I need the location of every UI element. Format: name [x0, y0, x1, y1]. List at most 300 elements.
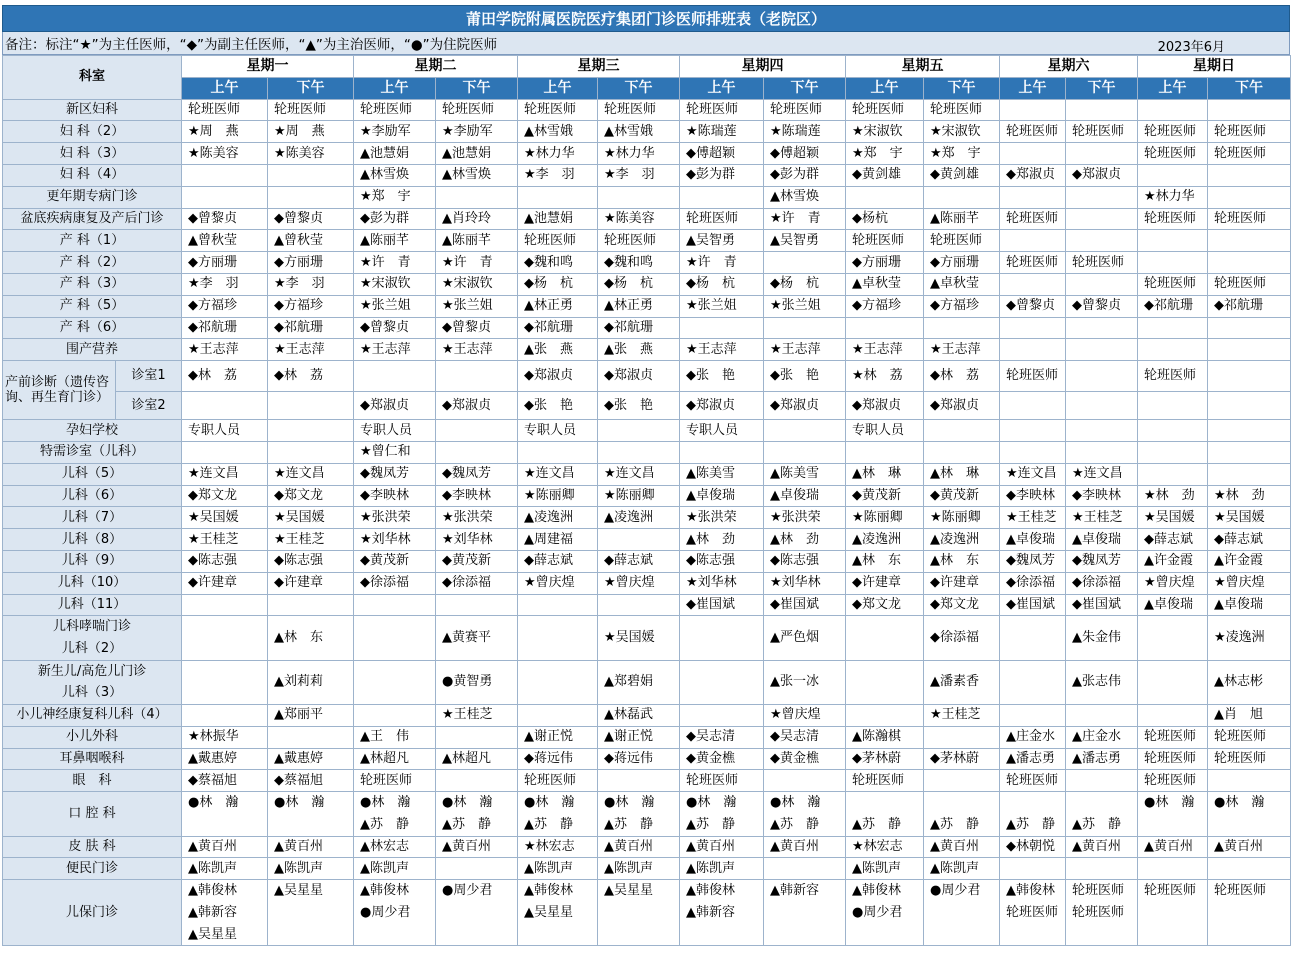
am-header: 上午 [1138, 77, 1208, 99]
dept-row [3, 858, 1291, 880]
dept-name-line: 儿科哮喘门诊 [53, 619, 132, 635]
schedule-cell: ◆祁航珊 [518, 317, 598, 339]
schedule-cell: ◆郑淑贞 [598, 361, 680, 392]
schedule-cell: ★刘华林 [680, 572, 764, 594]
schedule-cell: ▲林宏志 [354, 836, 436, 858]
dept-name: 产 科（3） [3, 273, 182, 295]
schedule-cell [846, 705, 924, 727]
dept-row [3, 441, 1291, 463]
schedule-cell: ◆崔国斌 [764, 594, 846, 616]
dept-name [3, 616, 182, 660]
schedule-cell [1000, 420, 1066, 442]
schedule-cell: ▲黄百州 [1208, 836, 1291, 858]
schedule-cell: ◆郑淑贞 [518, 361, 598, 392]
schedule-cell [598, 529, 680, 551]
schedule-cell: ★王志萍 [268, 339, 354, 361]
schedule-cell: ▲陈瀚棋 [846, 726, 924, 748]
schedule-cell: ★许 青 [680, 252, 764, 274]
schedule-cell: ★郑 宇 [354, 186, 436, 208]
dept-name: 产 科（1） [3, 230, 182, 252]
schedule-cell: ▲肖 旭 [1208, 705, 1291, 727]
schedule-cell: ◆陈志强 [182, 550, 268, 572]
doctor-entry: ▲吴星星 [188, 926, 238, 942]
consult-room: 诊室2 [116, 392, 182, 420]
schedule-cell: ★张洪荣 [354, 507, 436, 529]
dept-name-line: 新生儿/高危儿门诊 [37, 663, 147, 679]
schedule-cell [1208, 392, 1291, 420]
day-thursday: 星期四 [680, 56, 846, 78]
schedule-cell [436, 420, 518, 442]
schedule-cell [1138, 660, 1208, 704]
schedule-cell [846, 616, 924, 660]
schedule-cell: ◆魏凤芳 [354, 463, 436, 485]
schedule-cell [268, 420, 354, 442]
schedule-cell [1138, 705, 1208, 727]
schedule-cell [1000, 792, 1066, 836]
schedule-cell [846, 317, 924, 339]
schedule-cell: ◆李映林 [354, 485, 436, 507]
schedule-cell [268, 186, 354, 208]
schedule-cell: ▲黄百州 [924, 836, 1000, 858]
schedule-cell [846, 792, 924, 836]
schedule-cell: ▲卓俊瑞 [680, 485, 764, 507]
schedule-cell [1208, 792, 1291, 836]
combined-dept-row [3, 660, 1291, 704]
schedule-cell: ◆杨 杭 [764, 273, 846, 295]
doctor-entry: ●林 瀚 [188, 795, 239, 811]
schedule-cell [1138, 339, 1208, 361]
schedule-cell [1208, 420, 1291, 442]
schedule-cell [846, 880, 924, 946]
doctor-entry: ▲吴星星 [524, 904, 574, 920]
schedule-cell: 轮班医师 [1208, 273, 1291, 295]
dept-row [3, 770, 1291, 792]
schedule-cell: ◆祁航珊 [182, 317, 268, 339]
schedule-cell: ◆郑文龙 [846, 594, 924, 616]
schedule-cell: ◆杨 杭 [680, 273, 764, 295]
schedule-cell: ★宋淑钦 [924, 121, 1000, 143]
schedule-cell: ◆许建章 [846, 572, 924, 594]
schedule-cell [1066, 186, 1138, 208]
doctor-entry: 轮班医师 [1006, 904, 1059, 920]
doctor-entry: ●林 瀚 [1214, 795, 1265, 811]
schedule-cell: ▲凌逸洲 [598, 507, 680, 529]
doctor-entry: ▲苏 静 [1072, 816, 1122, 832]
schedule-cell [1000, 186, 1066, 208]
schedule-cell: ◆郑淑贞 [846, 392, 924, 420]
schedule-cell: ★曾仁和 [354, 441, 436, 463]
dept-row [3, 143, 1291, 165]
schedule-cell [1000, 339, 1066, 361]
schedule-cell: ◆方福珍 [846, 295, 924, 317]
doctor-entry: ▲苏 静 [524, 816, 574, 832]
day-sunday: 星期日 [1138, 56, 1291, 78]
schedule-cell: ◆徐添福 [1066, 572, 1138, 594]
schedule-cell [1000, 660, 1066, 704]
dept-row [3, 726, 1291, 748]
schedule-cell: ▲许金霞 [1208, 550, 1291, 572]
schedule-cell: 专职人员 [354, 420, 436, 442]
schedule-cell [436, 361, 518, 392]
schedule-cell: ▲王 伟 [354, 726, 436, 748]
schedule-cell: 轮班医师 [1138, 121, 1208, 143]
schedule-cell: ★连文昌 [1066, 463, 1138, 485]
schedule-cell [764, 770, 846, 792]
schedule-cell: ◆薛志斌 [1138, 529, 1208, 551]
schedule-cell [1000, 99, 1066, 121]
dept-name: 盆底疾病康复及产后门诊 [3, 208, 182, 230]
dept-name: 围产营养 [3, 339, 182, 361]
schedule-cell: ▲卓俊瑞 [1208, 594, 1291, 616]
doctor-entry: ▲苏 静 [360, 816, 410, 832]
schedule-cell: ◆林朝悦 [1000, 836, 1066, 858]
schedule-cell: ★吴国媛 [1208, 507, 1291, 529]
pm-header: 下午 [436, 77, 518, 99]
schedule-cell: ▲林 东 [268, 616, 354, 660]
schedule-cell: ◆曾黎贞 [436, 317, 518, 339]
schedule-cell: ◆杨 杭 [598, 273, 680, 295]
dept-row [3, 317, 1291, 339]
schedule-cell: 轮班医师 [1000, 121, 1066, 143]
schedule-cell: ◆崔国斌 [680, 594, 764, 616]
doctor-entry: ▲苏 静 [770, 816, 820, 832]
schedule-cell: ◆崔国斌 [1000, 594, 1066, 616]
schedule-cell: ◆傅超颖 [764, 143, 846, 165]
schedule-cell: ▲卓俊瑞 [1000, 529, 1066, 551]
schedule-cell: 轮班医师 [1208, 121, 1291, 143]
schedule-cell: 轮班医师 [268, 99, 354, 121]
schedule-cell [924, 726, 1000, 748]
schedule-cell [436, 880, 518, 946]
schedule-cell: ★王志萍 [436, 339, 518, 361]
schedule-cell: ●黄智勇 [436, 660, 518, 704]
schedule-cell [1208, 441, 1291, 463]
schedule-cell: ▲戴惠婷 [182, 748, 268, 770]
schedule-cell: 轮班医师 [518, 770, 598, 792]
schedule-cell [924, 441, 1000, 463]
schedule-cell [436, 792, 518, 836]
schedule-cell: ▲林雪焕 [764, 186, 846, 208]
schedule-cell: ▲陈凯声 [182, 858, 268, 880]
schedule-cell: ◆杨 杭 [518, 273, 598, 295]
schedule-cell: ◆黄金樵 [680, 748, 764, 770]
schedule-cell [598, 594, 680, 616]
dept-row [3, 252, 1291, 274]
schedule-cell: 轮班医师 [680, 99, 764, 121]
schedule-cell: ★王志萍 [764, 339, 846, 361]
schedule-cell [436, 186, 518, 208]
dept-name: 口 腔 科 [3, 792, 182, 836]
schedule-cell: ◆林 荔 [182, 361, 268, 392]
schedule-cell: ★宋淑钦 [846, 121, 924, 143]
schedule-cell: ▲陈凯声 [846, 858, 924, 880]
schedule-cell: ▲陈丽芊 [436, 230, 518, 252]
am-header: 上午 [1000, 77, 1066, 99]
am-header: 上午 [518, 77, 598, 99]
schedule-cell: ★连文昌 [182, 463, 268, 485]
schedule-cell: ◆魏和鸣 [518, 252, 598, 274]
schedule-cell: ▲陈凯声 [680, 858, 764, 880]
schedule-cell [1066, 770, 1138, 792]
doctor-entry: 轮班医师 [1214, 883, 1267, 899]
schedule-cell: ★李 羽 [268, 273, 354, 295]
pm-header: 下午 [1208, 77, 1291, 99]
schedule-cell [182, 392, 268, 420]
schedule-body [3, 56, 1291, 946]
doctor-entry: ▲韩俊林 [1006, 883, 1056, 899]
schedule-cell: ◆吴志清 [764, 726, 846, 748]
dept-name: 孕妇学校 [3, 420, 182, 442]
schedule-cell [846, 186, 924, 208]
doctor-entry [852, 792, 923, 814]
schedule-cell: 轮班医师 [680, 208, 764, 230]
schedule-cell [598, 441, 680, 463]
schedule-cell: 轮班医师 [924, 99, 1000, 121]
schedule-cell: ★刘华林 [764, 572, 846, 594]
schedule-cell [924, 792, 1000, 836]
schedule-cell [518, 880, 598, 946]
doctor-entry [1072, 792, 1137, 814]
pm-header: 下午 [268, 77, 354, 99]
schedule-cell: ▲庄金水 [1000, 726, 1066, 748]
schedule-cell [1138, 792, 1208, 836]
schedule-cell: ★宋淑钦 [436, 273, 518, 295]
schedule-cell: ★张洪荣 [764, 507, 846, 529]
schedule-cell: ◆彭为群 [764, 164, 846, 186]
doctor-entry: ●周少君 [930, 883, 981, 899]
schedule-cell: ◆黄茂新 [924, 485, 1000, 507]
schedule-cell: ◆祁航珊 [598, 317, 680, 339]
schedule-cell: ★李 羽 [598, 164, 680, 186]
dept-name: 便民门诊 [3, 858, 182, 880]
schedule-cell: ▲陈凯声 [598, 858, 680, 880]
schedule-cell: ▲郑丽平 [268, 705, 354, 727]
schedule-cell [1066, 361, 1138, 392]
schedule-cell: ◆黄剑雄 [924, 164, 1000, 186]
schedule-cell: ▲陈丽芊 [354, 230, 436, 252]
schedule-cell: ▲戴惠婷 [268, 748, 354, 770]
schedule-cell [1208, 880, 1291, 946]
schedule-cell [1208, 186, 1291, 208]
schedule-cell: 轮班医师 [354, 770, 436, 792]
dept-name: 皮 肤 科 [3, 836, 182, 858]
doctor-entry: ●林 瀚 [604, 795, 655, 811]
schedule-cell: ▲吴智勇 [680, 230, 764, 252]
schedule-cell: ▲吴智勇 [764, 230, 846, 252]
dept-name-line: 儿科（3） [61, 685, 123, 701]
schedule-cell [518, 441, 598, 463]
dept-row [3, 550, 1291, 572]
schedule-cell: ◆方丽珊 [846, 252, 924, 274]
pm-header: 下午 [924, 77, 1000, 99]
schedule-cell: ◆郑淑贞 [924, 392, 1000, 420]
schedule-cell [1138, 164, 1208, 186]
schedule-cell: ▲陈凯声 [354, 858, 436, 880]
schedule-cell [1066, 208, 1138, 230]
schedule-cell: ★王桂芝 [1066, 507, 1138, 529]
schedule-cell: ★张兰姐 [436, 295, 518, 317]
schedule-cell: ▲黄百州 [598, 836, 680, 858]
schedule-cell [1138, 420, 1208, 442]
schedule-cell [680, 660, 764, 704]
schedule-cell: ★王志萍 [354, 339, 436, 361]
dept-name: 妇 科（3） [3, 143, 182, 165]
schedule-cell [1000, 441, 1066, 463]
schedule-cell: ★郑 宇 [924, 143, 1000, 165]
day-monday: 星期一 [182, 56, 354, 78]
schedule-cell [268, 441, 354, 463]
doctor-entry: ●周少君 [442, 883, 493, 899]
schedule-cell: ★王桂芝 [268, 529, 354, 551]
schedule-cell: ◆方福珍 [924, 295, 1000, 317]
schedule-cell: ▲陈凯声 [518, 858, 598, 880]
schedule-cell: ▲肖玲玲 [436, 208, 518, 230]
schedule-cell: 轮班医师 [1000, 770, 1066, 792]
schedule-cell: ▲卓俊瑞 [1138, 594, 1208, 616]
schedule-cell [354, 792, 436, 836]
doctor-entry: ▲韩俊林 [360, 883, 410, 899]
schedule-cell: ◆郑文龙 [268, 485, 354, 507]
schedule-cell [354, 705, 436, 727]
schedule-cell [680, 441, 764, 463]
schedule-cell: ★王桂芝 [436, 705, 518, 727]
schedule-cell [354, 361, 436, 392]
schedule-cell: ▲林磊武 [598, 705, 680, 727]
doctor-entry [1214, 814, 1290, 836]
schedule-cell: ★张兰姐 [680, 295, 764, 317]
schedule-cell: ★许 青 [354, 252, 436, 274]
schedule-cell: ★凌逸洲 [1208, 616, 1291, 660]
schedule-cell: 轮班医师 [1208, 143, 1291, 165]
schedule-cell: ▲张 燕 [598, 339, 680, 361]
schedule-cell: 专职人员 [680, 420, 764, 442]
prenatal-row [3, 361, 1291, 392]
schedule-cell: ◆黄金樵 [764, 748, 846, 770]
dept-name [3, 660, 182, 704]
schedule-cell: ▲黄百州 [436, 836, 518, 858]
schedule-cell: 专职人员 [846, 420, 924, 442]
schedule-cell: ▲池慧娟 [436, 143, 518, 165]
schedule-cell: 轮班医师 [1066, 252, 1138, 274]
schedule-cell: ◆祁航珊 [1138, 295, 1208, 317]
schedule-cell: ◆茅林蔚 [846, 748, 924, 770]
oral-dept-row [3, 792, 1291, 836]
schedule-cell: ★曾庆煌 [598, 572, 680, 594]
schedule-cell: ★林宏志 [518, 836, 598, 858]
doctor-entry: ▲苏 静 [604, 816, 654, 832]
schedule-cell: ▲林雪娥 [598, 121, 680, 143]
schedule-cell: ▲卓俊瑞 [764, 485, 846, 507]
dept-header: 科室 [3, 56, 182, 100]
schedule-cell: ★曾庆煌 [764, 705, 846, 727]
schedule-cell: ◆李映林 [1066, 485, 1138, 507]
schedule-cell: ▲曾秋莹 [268, 230, 354, 252]
remark-bar [2, 32, 1290, 55]
dept-name: 儿科（11） [3, 594, 182, 616]
schedule-cell: ▲凌逸洲 [846, 529, 924, 551]
schedule-cell: ★吴国媛 [598, 616, 680, 660]
schedule-cell [764, 420, 846, 442]
schedule-cell [1208, 770, 1291, 792]
schedule-cell: ◆张 艳 [764, 361, 846, 392]
schedule-cell: ◆魏和鸣 [598, 252, 680, 274]
schedule-cell: ◆张 艳 [518, 392, 598, 420]
schedule-cell: ★刘华林 [354, 529, 436, 551]
doctor-entry: ▲苏 静 [852, 816, 902, 832]
schedule-cell: ◆郑淑贞 [436, 392, 518, 420]
prenatal-dept-name: 产前诊断（遗传咨询、再生育门诊） [3, 361, 116, 420]
schedule-cell [182, 186, 268, 208]
dept-row [3, 705, 1291, 727]
schedule-cell: ◆许建章 [268, 572, 354, 594]
schedule-cell: ★许 青 [764, 208, 846, 230]
schedule-cell [268, 880, 354, 946]
schedule-cell: ◆陈志强 [764, 550, 846, 572]
schedule-cell: ▲凌逸洲 [924, 529, 1000, 551]
schedule-cell: ▲林正勇 [598, 295, 680, 317]
schedule-cell [1066, 420, 1138, 442]
schedule-cell: 轮班医师 [846, 99, 924, 121]
schedule-cell: ▲谢正悦 [598, 726, 680, 748]
schedule-cell: ▲朱金伟 [1066, 616, 1138, 660]
schedule-cell [1208, 252, 1291, 274]
dept-row [3, 836, 1291, 858]
schedule-cell: ◆薛志斌 [598, 550, 680, 572]
child-health-row [3, 880, 1291, 946]
dept-name: 耳鼻咽喉科 [3, 748, 182, 770]
doctor-entry: ▲韩俊林 [852, 883, 902, 899]
doctor-entry: ▲苏 静 [930, 816, 980, 832]
schedule-cell: ◆魏凤芳 [436, 463, 518, 485]
schedule-cell [598, 186, 680, 208]
schedule-cell: 轮班医师 [1138, 726, 1208, 748]
dept-name: 特需诊室（儿科） [3, 441, 182, 463]
dept-name: 儿科（8） [3, 529, 182, 551]
schedule-cell: 轮班医师 [1138, 770, 1208, 792]
schedule-cell [1208, 164, 1291, 186]
schedule-cell: ◆崔国斌 [1066, 594, 1138, 616]
doctor-entry: ▲韩新容 [188, 904, 238, 920]
schedule-cell: ▲陈美雪 [764, 463, 846, 485]
schedule-cell: ▲林 东 [924, 550, 1000, 572]
schedule-cell [436, 770, 518, 792]
doctor-entry [1144, 814, 1207, 836]
dept-name: 更年期专病门诊 [3, 186, 182, 208]
schedule-cell [1066, 858, 1138, 880]
schedule-cell: ▲林志彬 [1208, 660, 1291, 704]
schedule-cell: ◆魏凤芳 [1066, 550, 1138, 572]
schedule-cell: 轮班医师 [1138, 143, 1208, 165]
doctor-entry: ●林 瀚 [524, 795, 575, 811]
schedule-cell: ◆蔡福旭 [182, 770, 268, 792]
schedule-cell [1208, 339, 1291, 361]
schedule-cell: 轮班医师 [1138, 273, 1208, 295]
schedule-cell: ▲谢正悦 [518, 726, 598, 748]
schedule-cell: ▲张 燕 [518, 339, 598, 361]
schedule-cell: ◆陈志强 [268, 550, 354, 572]
dept-row [3, 485, 1291, 507]
schedule-cell: ★陈丽卿 [598, 485, 680, 507]
schedule-cell [764, 858, 846, 880]
schedule-cell: 轮班医师 [680, 770, 764, 792]
doctor-entry: ●林 瀚 [442, 795, 493, 811]
schedule-cell [1138, 616, 1208, 660]
schedule-cell [680, 792, 764, 836]
schedule-cell: ★陈丽卿 [924, 507, 1000, 529]
schedule-cell [1066, 273, 1138, 295]
schedule-cell: ▲林超凡 [436, 748, 518, 770]
schedule-cell [1066, 792, 1138, 836]
